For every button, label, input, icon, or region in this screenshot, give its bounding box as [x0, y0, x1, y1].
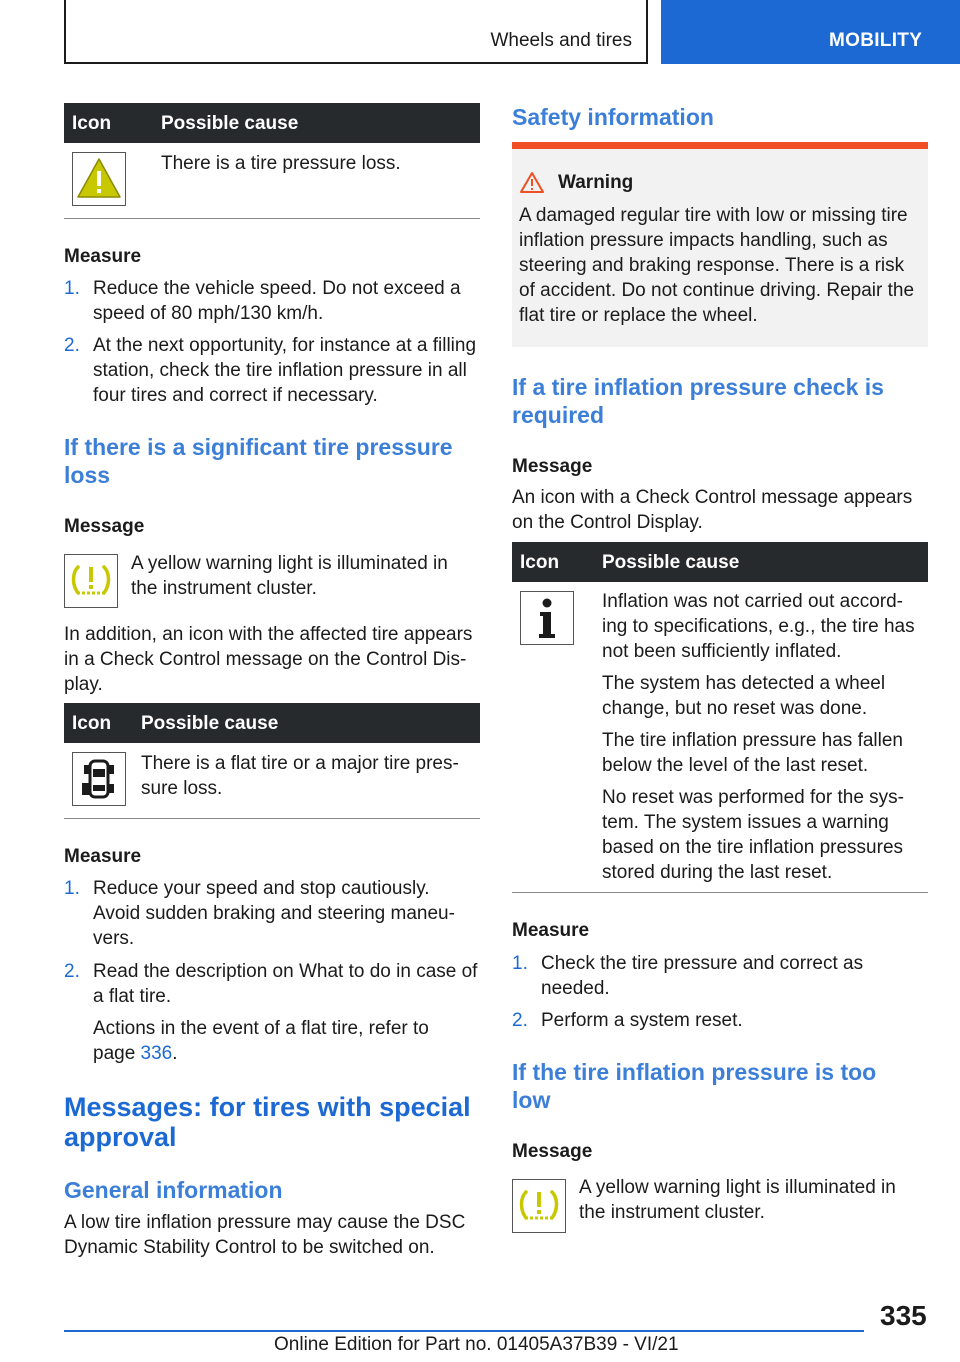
step-text: At the next opportunity, for instance at a filling station, check the tire inflation pressure in all four tires and correct if necessary. — [93, 335, 477, 406]
table-divider — [64, 818, 480, 819]
table-cell-cause: There is a tire pressure loss. — [161, 153, 401, 174]
step-text: Reduce your speed and stop cautiously. Avoid sudden braking and steering maneu- vers. — [93, 878, 455, 949]
section-heading: If the tire inflation pressure is too low — [512, 1059, 877, 1113]
step-number: 2. — [64, 961, 80, 982]
col-icon-label: Icon — [72, 113, 112, 134]
header-section-box — [64, 0, 648, 64]
table-divider — [512, 892, 928, 893]
col-cause-label: Possible cause — [141, 713, 279, 734]
measure-heading: Measure — [512, 920, 590, 941]
step-number: 2. — [64, 335, 80, 356]
table-cell-cause: There is a flat tire or a major tire pres- sure loss. — [141, 753, 459, 799]
message-text: A yellow warning light is illuminated in the instrument cluster. — [579, 1177, 896, 1223]
col-cause-label: Possible cause — [602, 552, 740, 573]
footer-edition: Online Edition for Part no. 01405A37B39 - VI/21 — [274, 1334, 679, 1355]
paragraph: An icon with a Check Control message appears on the Control Display. — [512, 487, 913, 533]
warning-triangle-icon — [520, 171, 544, 198]
warning-box — [512, 149, 928, 347]
message-heading: Message — [64, 516, 145, 537]
info-icon — [520, 591, 574, 645]
step-reference: Actions in the event of a flat tire, refer to page 336. — [93, 1018, 429, 1064]
section-heading: Safety information — [512, 104, 714, 130]
warning-text: A damaged regular tire with low or missing tire inflation pressure impacts handling, such as steering and braking response. There is a risk of accident. Do not continue driving. Repair the flat tire or replace the wheel. — [519, 205, 915, 326]
table-header — [512, 542, 928, 582]
message-heading: Message — [512, 456, 593, 477]
tpms-warning-light-icon — [512, 1179, 566, 1233]
header-chapter-tab[interactable] — [661, 0, 960, 64]
step-number: 1. — [64, 278, 80, 299]
table-header — [64, 103, 480, 143]
col-icon-label: Icon — [520, 552, 560, 573]
warning-accent-bar — [512, 142, 928, 149]
chapter-heading: Messages: for tires with special approval — [64, 1092, 471, 1152]
step-number: 1. — [64, 878, 80, 899]
measure-heading: Measure — [64, 846, 142, 867]
col-cause-label: Possible cause — [161, 113, 299, 134]
footer-rule — [64, 1330, 864, 1332]
section-heading: If a tire inflation pressure check is required — [512, 374, 884, 428]
table-header — [64, 703, 480, 743]
message-text: A yellow warning light is illuminated in the instrument cluster. — [131, 553, 448, 599]
step-text: Perform a system reset. — [541, 1010, 743, 1031]
step-text: Reduce the vehicle speed. Do not exceed a speed of 80 mph/130 km/h. — [93, 278, 461, 324]
page-link[interactable]: 336 — [140, 1043, 173, 1064]
section-heading: If there is a significant tire pressure loss — [64, 434, 453, 488]
page-number: 335 — [880, 1300, 927, 1331]
step-text: Read the description on What to do in case of a flat tire. — [93, 961, 478, 1007]
table-cell-cause: Inflation was not carried out accord- ing to specifications, e.g., the tire has not been sufficiently inflated. The system has detected a wheel change, but no reset was done. The tire inflation pressure has fallen below the level of the last reset. No reset was performed for the sys- tem. The system issues a warning based on the tire inflation pressures stored during the last reset. — [602, 591, 915, 883]
step-number: 1. — [512, 953, 528, 974]
col-icon-label: Icon — [72, 713, 112, 734]
step-number: 2. — [512, 1010, 528, 1031]
warning-triangle-icon — [72, 152, 126, 206]
section-heading: General information — [64, 1177, 283, 1203]
flat-tire-car-icon — [72, 752, 126, 806]
warning-label: Warning — [558, 172, 634, 193]
paragraph: A low tire inflation pressure may cause the DSC Dynamic Stability Control to be switched on. — [64, 1212, 466, 1258]
paragraph: In addition, an icon with the affected tire appears in a Check Control message on the Control Dis- play. — [64, 624, 473, 695]
tpms-warning-light-icon — [64, 554, 118, 608]
header-section-title: Wheels and tires — [490, 30, 632, 51]
step-text: Check the tire pressure and correct as needed. — [541, 953, 864, 999]
table-divider — [64, 218, 480, 219]
measure-heading: Measure — [64, 246, 142, 267]
message-heading: Message — [512, 1141, 593, 1162]
header-chapter-label: MOBILITY — [829, 30, 923, 51]
